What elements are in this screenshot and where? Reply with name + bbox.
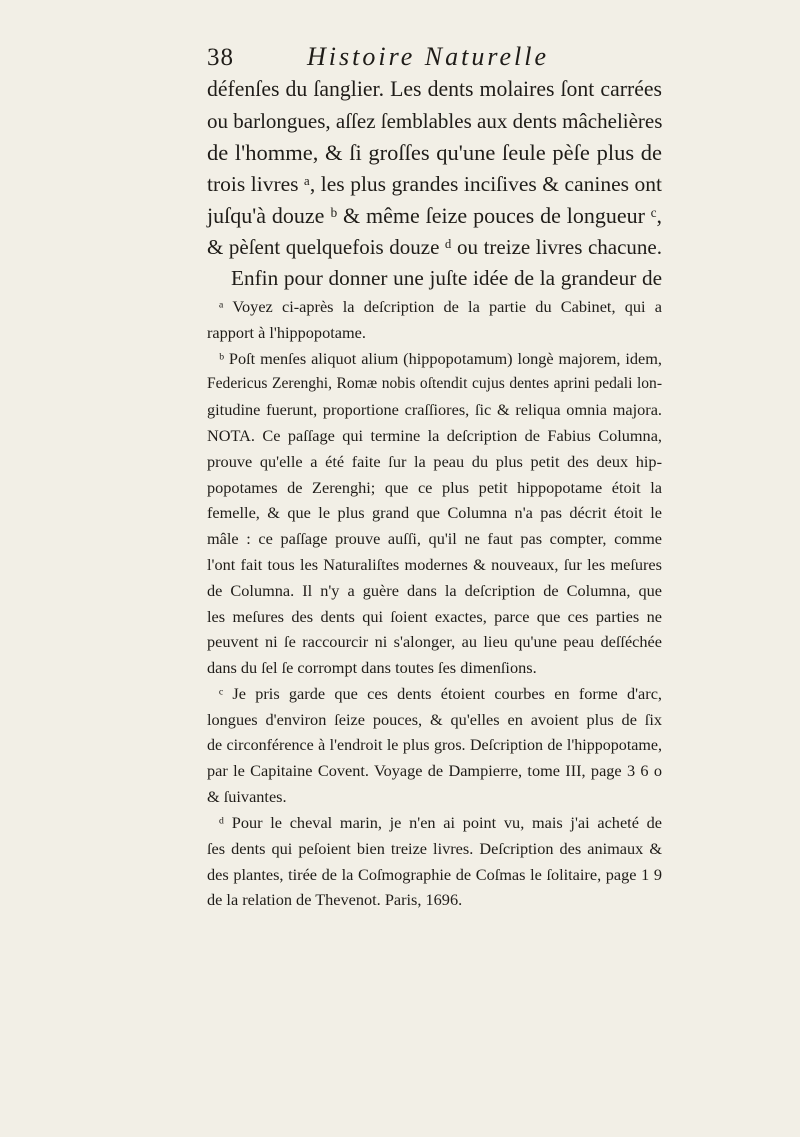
footnote-b-line: dans du ſel ſe corrompt dans toutes ſes dimenſions.	[207, 658, 537, 678]
footnote-d-line: des plantes, tirée de la Coſmographie de Coſmas le ſolitaire, page 1 9	[207, 864, 662, 884]
footnote-d-line: ſes dents qui peſoient bien treize livres. Deſcription des animaux &	[207, 838, 662, 858]
footnote-d-line: de la relation de Thevenot. Paris, 1696.	[207, 890, 463, 910]
main-text-line: Enfin pour donner une juſte idée de la grandeur de	[231, 266, 662, 290]
footnote-c-line: ᶜ Je pris garde que ces dents étoient courbes en forme d'arc,	[219, 683, 662, 703]
footnote-a-line: ᵃ Voyez ci-après la deſcription de la partie du Cabinet, qui a	[219, 297, 662, 316]
footnote-b-line: de Columna. Il n'y a guère dans la deſcription de Columna, que	[207, 580, 662, 600]
footnote-c-line: longues d'environ ſeize pouces, & qu'elles en avoient plus de ſix	[207, 709, 662, 729]
footnote-b-line: femelle, & que le plus grand que Columna n'a pas décrit étoit le	[207, 503, 662, 523]
footnote-b-line: Federicus Zerenghi, Romæ nobis oſtendit cujus dentes aprini pedali lon-	[207, 375, 662, 393]
footnotes-block	[207, 294, 662, 913]
main-text-line: défenſes du ſanglier. Les dents molaires ſont carrées	[207, 77, 662, 101]
footnote-b-line: ᵇ Poſt menſes aliquot alium (hippopotamum) longè majorem, idem,	[219, 348, 662, 368]
footnote-d-line: ᵈ Pour le cheval marin, je n'en ai point vu, mais j'ai acheté de	[219, 812, 662, 832]
footnote-b-line: les meſures des dents qui ſoient exactes, parce que ces parties ne	[207, 606, 662, 626]
footnote-c-line: de circonférence à l'endroit le plus gros. Deſcription de l'hippopotame,	[207, 736, 662, 754]
page-number: 38	[207, 44, 234, 71]
footnote-b-line: NOTA. Ce paſſage qui termine la deſcription de Fabius Columna,	[207, 425, 662, 445]
page-header	[207, 42, 657, 72]
footnote-a-line: rapport à l'hippopotame.	[207, 322, 366, 342]
footnote-c-line: par le Capitaine Covent. Voyage de Dampierre, tome III, page 3 6 o	[207, 761, 662, 781]
main-text-line: de l'homme, & ſi groſſes qu'une ſeule pèſe plus de	[207, 140, 662, 165]
main-text-block	[207, 74, 662, 295]
footnote-b-line: gitudine fuerunt, proportione craſſiores, ſic & reliqua omnia majora.	[207, 400, 662, 420]
main-text-line: juſqu'à douze ᵇ & même ſeize pouces de longueur ᶜ,	[207, 203, 662, 228]
footnote-b-line: prouve qu'elle a été faite ſur la peau du plus petit des deux hip-	[207, 451, 662, 471]
footnote-c-line: & ſuivantes.	[207, 787, 287, 807]
main-text-line: trois livres ᵃ, les plus grandes inciſives & canines ont	[207, 171, 662, 196]
footnote-b-line: peuvent ni ſe raccourcir ni s'alonger, au lieu qu'une peau deſſéchée	[207, 632, 662, 652]
main-text-line: ou barlongues, aſſez ſemblables aux dents mâchelières	[207, 108, 663, 133]
main-text-line: & pèſent quelquefois douze ᵈ ou treize livres chacune.	[207, 234, 662, 259]
footnote-b-line: mâle : ce paſſage prouve auſſi, qu'il ne faut pas compter, comme	[207, 529, 662, 549]
footnote-b-line: popotames de Zerenghi; que ce plus petit hippopotame étoit la	[207, 477, 662, 497]
running-title: Histoire Naturelle	[307, 42, 550, 71]
footnote-b-line: l'ont fait tous les Naturaliſtes modernes & nouveaux, ſur les meſures	[207, 554, 662, 574]
